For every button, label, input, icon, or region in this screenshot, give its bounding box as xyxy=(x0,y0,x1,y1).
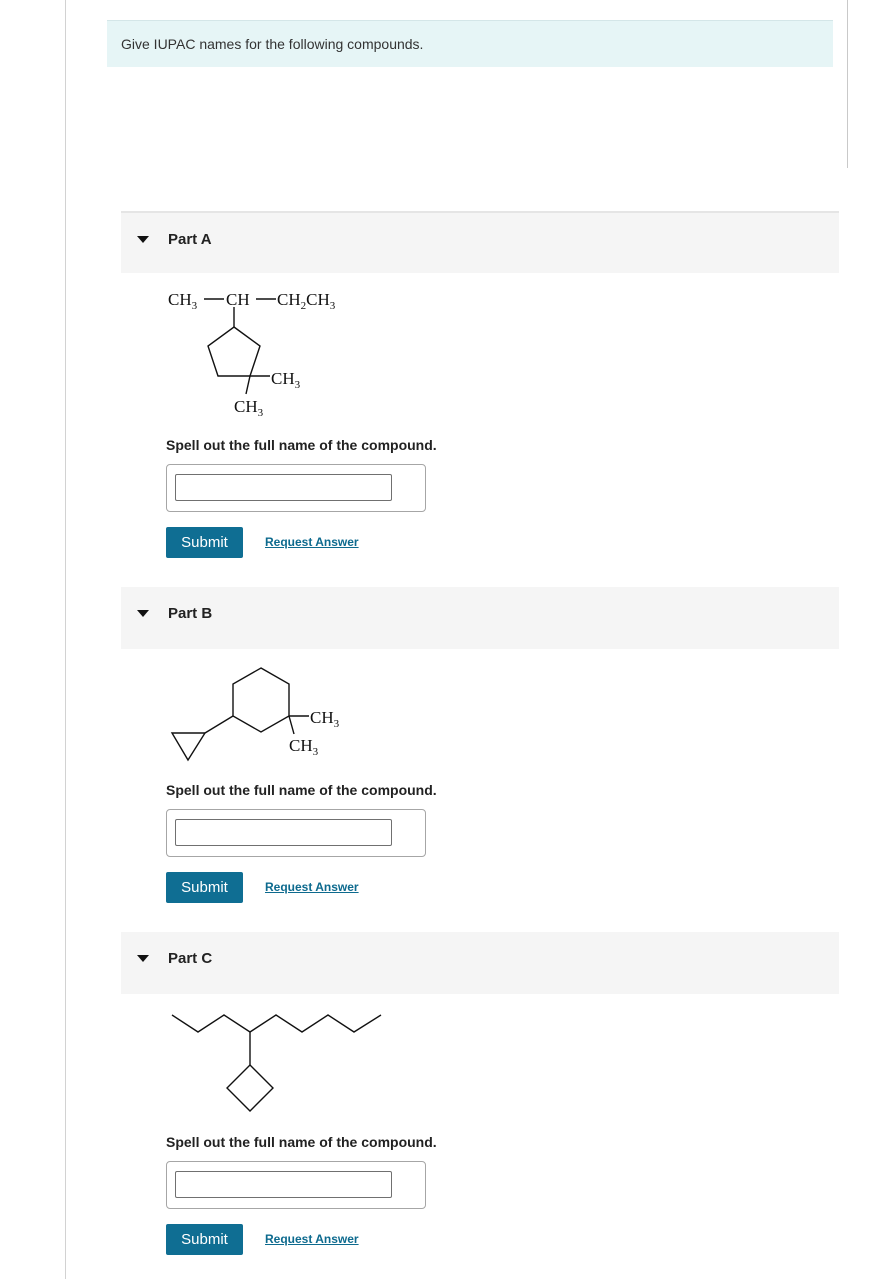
caret-down-icon[interactable] xyxy=(137,955,149,962)
part-a-title: Part A xyxy=(168,231,212,248)
caret-down-icon[interactable] xyxy=(137,236,149,243)
part-a-ch3-left: $CH_3$ xyxy=(168,290,198,312)
part-a-ethyl: $CH_2CH_3$ xyxy=(277,290,336,312)
part-b-header[interactable] xyxy=(121,587,839,649)
page-left-border xyxy=(65,0,66,1279)
part-a-ch3-bottom: $CH_3$ xyxy=(234,397,264,419)
caret-down-icon[interactable] xyxy=(137,610,149,617)
part-c-request-answer-link[interactable]: Request Answer xyxy=(265,1232,359,1246)
part-b-answer-input[interactable] xyxy=(175,819,392,846)
part-b-title: Part B xyxy=(168,605,213,622)
part-c-answer-box xyxy=(166,1161,426,1209)
part-b-ch3-right: $CH_3$ xyxy=(310,708,340,730)
part-c-answer-input[interactable] xyxy=(175,1171,392,1198)
part-a-answer-box xyxy=(166,464,426,512)
intro-right-border xyxy=(847,0,848,168)
part-a-structure xyxy=(160,280,360,425)
part-c-title: Part C xyxy=(168,950,213,967)
part-a-answer-input[interactable] xyxy=(175,474,392,501)
part-a-prompt: Spell out the full name of the compound. xyxy=(166,437,437,453)
part-b-prompt: Spell out the full name of the compound. xyxy=(166,782,437,798)
part-c-structure xyxy=(160,1005,390,1120)
instructions-banner xyxy=(107,20,833,67)
part-b-submit-button[interactable]: Submit xyxy=(166,872,243,903)
part-b-ch3-bottom: $CH_3$ xyxy=(289,736,319,758)
part-a-request-answer-link[interactable]: Request Answer xyxy=(265,535,359,549)
part-c-header[interactable] xyxy=(121,932,839,994)
part-a-submit-button[interactable]: Submit xyxy=(166,527,243,558)
part-a-ch-center: CH xyxy=(226,290,250,309)
part-b-request-answer-link[interactable]: Request Answer xyxy=(265,880,359,894)
part-b-answer-box xyxy=(166,809,426,857)
part-a-header[interactable] xyxy=(121,211,839,273)
instructions-text: Give IUPAC names for the following compounds. xyxy=(121,36,424,52)
part-b-structure xyxy=(160,660,360,770)
part-c-submit-button[interactable]: Submit xyxy=(166,1224,243,1255)
part-c-prompt: Spell out the full name of the compound. xyxy=(166,1134,437,1150)
part-a-ch3-right: $CH_3$ xyxy=(271,369,301,391)
